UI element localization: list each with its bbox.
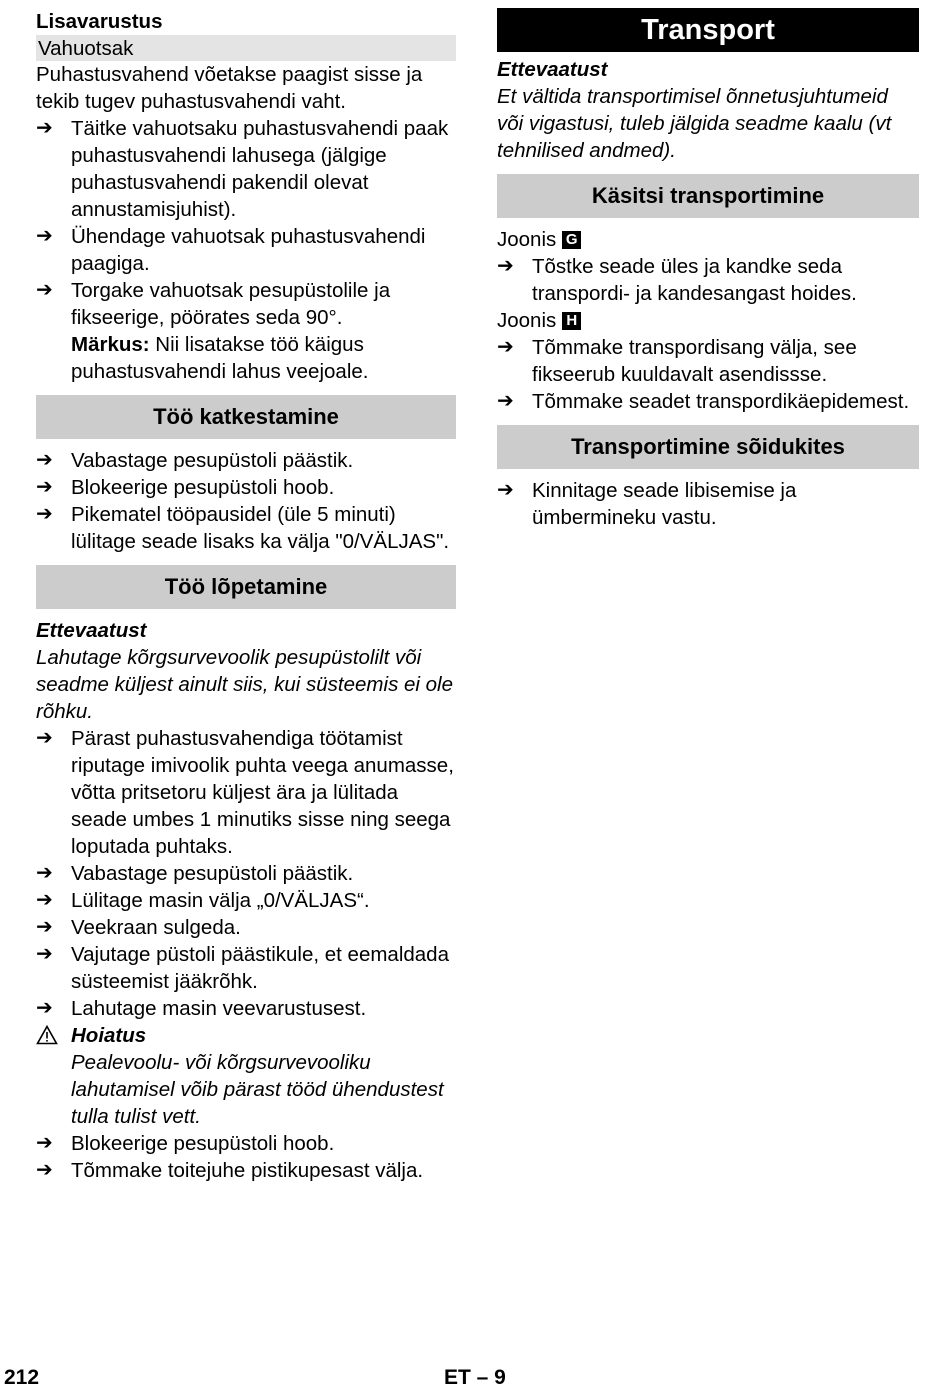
figure-reference-g [497, 226, 581, 253]
arrow-right-icon: ➔ [36, 279, 53, 301]
step-text: Pärast puhastusvahendiga töötamist riputage imivoolik puhta veega anumasse, võtta pritsetoru küljest ära ja lülitada seade umbes 1 minutiks sisse ning seega loputada puhtaks. [71, 727, 454, 858]
transport-caution-label: Ettevaatust [497, 58, 608, 81]
note-paragraph [36, 331, 456, 385]
figure-word: Joonis [497, 309, 557, 332]
step-item [36, 277, 456, 331]
warning-text: Pealevoolu- või kõrgsurvevooliku lahutamisel võib pärast tööd ühendustest tulla tulist vett. [71, 1051, 444, 1128]
step-text: Kinnitage seade libisemise ja ümbermineku vastu. [532, 479, 797, 529]
arrow-right-icon: ➔ [497, 336, 514, 358]
arrow-right-icon: ➔ [497, 479, 514, 501]
step-item [36, 1157, 456, 1184]
caution-text: Lahutage kõrgsurvevoolik pesupüstolilt või seadme küljest ainult siis, kui süsteemis ei ole rõhku. [36, 646, 454, 723]
vehicle-steps-list [497, 477, 919, 531]
arrow-right-icon: ➔ [36, 1132, 53, 1154]
step-text: Tõmmake transpordisang välja, see fikseerub kuuldavalt asendissse. [532, 336, 857, 386]
step-item [497, 253, 919, 307]
figure-reference-h [497, 307, 581, 334]
step-item [497, 388, 919, 415]
transport-heading: Transport [497, 8, 919, 52]
warning-label: Hoiatus [71, 1024, 147, 1047]
transport-caution-text: Et vältida transportimisel õnnetusjuhtumeid või vigastusi, tuleb jälgida seadme kaalu (vt tehnilised andmed). [497, 85, 892, 162]
figure-word: Joonis [497, 228, 557, 251]
step-item [36, 223, 456, 277]
arrow-right-icon: ➔ [36, 997, 53, 1019]
caution-label: Ettevaatust [36, 619, 147, 642]
step-text: Tõmmake toitejuhe pistikupesast välja. [71, 1159, 424, 1182]
interrupt-steps-list [36, 447, 456, 555]
note-text: Nii lisatakse töö käigus puhastusvahendi lahus veejoale. [71, 333, 369, 383]
foam-steps-list [36, 115, 456, 331]
figure-letter-g-icon: G [562, 231, 581, 249]
final-steps-list [36, 1130, 456, 1184]
arrow-right-icon: ➔ [36, 117, 53, 139]
manual-steps-list-2 [497, 334, 919, 415]
arrow-right-icon: ➔ [36, 862, 53, 884]
step-text: Lülitage masin välja „0/VÄLJAS“. [71, 889, 370, 912]
arrow-right-icon: ➔ [36, 225, 53, 247]
step-item [36, 474, 456, 501]
arrow-right-icon: ➔ [36, 1159, 53, 1181]
step-text: Torgake vahuotsak pesupüstolile ja fikseerige, pöörates seda 90°. [71, 279, 391, 329]
step-text: Pikematel tööpausidel (üle 5 minuti) lülitage seade lisaks ka välja "0/VÄLJAS". [71, 503, 450, 553]
step-item [497, 477, 919, 531]
step-item [36, 941, 456, 995]
warning-block [36, 1022, 456, 1130]
arrow-right-icon: ➔ [36, 943, 53, 965]
step-text: Tõmmake seadet transpordikäepidemest. [532, 390, 910, 413]
manual-transport-heading: Käsitsi transportimine [497, 174, 919, 218]
step-text: Tõstke seade üles ja kandke seda transpordi- ja kandesangast hoides. [532, 255, 857, 305]
step-item [36, 115, 456, 223]
arrow-right-icon: ➔ [36, 916, 53, 938]
arrow-right-icon: ➔ [36, 476, 53, 498]
foam-nozzle-heading: Vahuotsak [36, 35, 456, 61]
step-text: Täitke vahuotsaku puhastusvahendi paak puhastusvahendi lahusega (jälgige puhastusvahendi pakendil olevat annustamisjuhist). [71, 117, 449, 221]
arrow-right-icon: ➔ [36, 503, 53, 525]
arrow-right-icon: ➔ [497, 390, 514, 412]
step-item [36, 995, 456, 1022]
left-column [36, 8, 456, 1184]
right-column [497, 8, 919, 531]
manual-steps-list-1 [497, 253, 919, 307]
page-code: ET – 9 [444, 1366, 506, 1389]
step-text: Ühendage vahuotsak puhastusvahendi paagiga. [71, 225, 426, 275]
arrow-right-icon: ➔ [36, 449, 53, 471]
warning-triangle-icon [36, 1025, 58, 1045]
step-item [497, 334, 919, 388]
accessory-heading: Lisavarustus [36, 10, 163, 33]
vehicle-transport-heading: Transportimine sõidukites [497, 425, 919, 469]
step-item [36, 914, 456, 941]
page-number: 212 [4, 1366, 40, 1389]
step-text: Lahutage masin veevarustusest. [71, 997, 367, 1020]
finish-section-heading: Töö lõpetamine [36, 565, 456, 609]
arrow-right-icon: ➔ [497, 255, 514, 277]
step-text: Blokeerige pesupüstoli hoob. [71, 1132, 335, 1155]
interrupt-section-heading: Töö katkestamine [36, 395, 456, 439]
step-item [36, 1130, 456, 1157]
step-item [36, 887, 456, 914]
step-item [36, 447, 456, 474]
step-text: Vabastage pesupüstoli päästik. [71, 862, 354, 885]
step-text: Vajutage püstoli päästikule, et eemaldada süsteemist jääkrõhk. [71, 943, 449, 993]
step-item [36, 501, 456, 555]
arrow-right-icon: ➔ [36, 889, 53, 911]
finish-steps-list [36, 725, 456, 1022]
foam-intro-text: Puhastusvahend võetakse paagist sisse ja tekib tugev puhastusvahendi vaht. [36, 63, 423, 113]
step-item [36, 725, 456, 860]
step-text: Vabastage pesupüstoli päästik. [71, 449, 354, 472]
arrow-right-icon: ➔ [36, 727, 53, 749]
figure-letter-h-icon: H [562, 312, 581, 330]
note-label: Märkus: [71, 333, 150, 356]
step-text: Veekraan sulgeda. [71, 916, 241, 939]
step-item [36, 860, 456, 887]
step-text: Blokeerige pesupüstoli hoob. [71, 476, 335, 499]
